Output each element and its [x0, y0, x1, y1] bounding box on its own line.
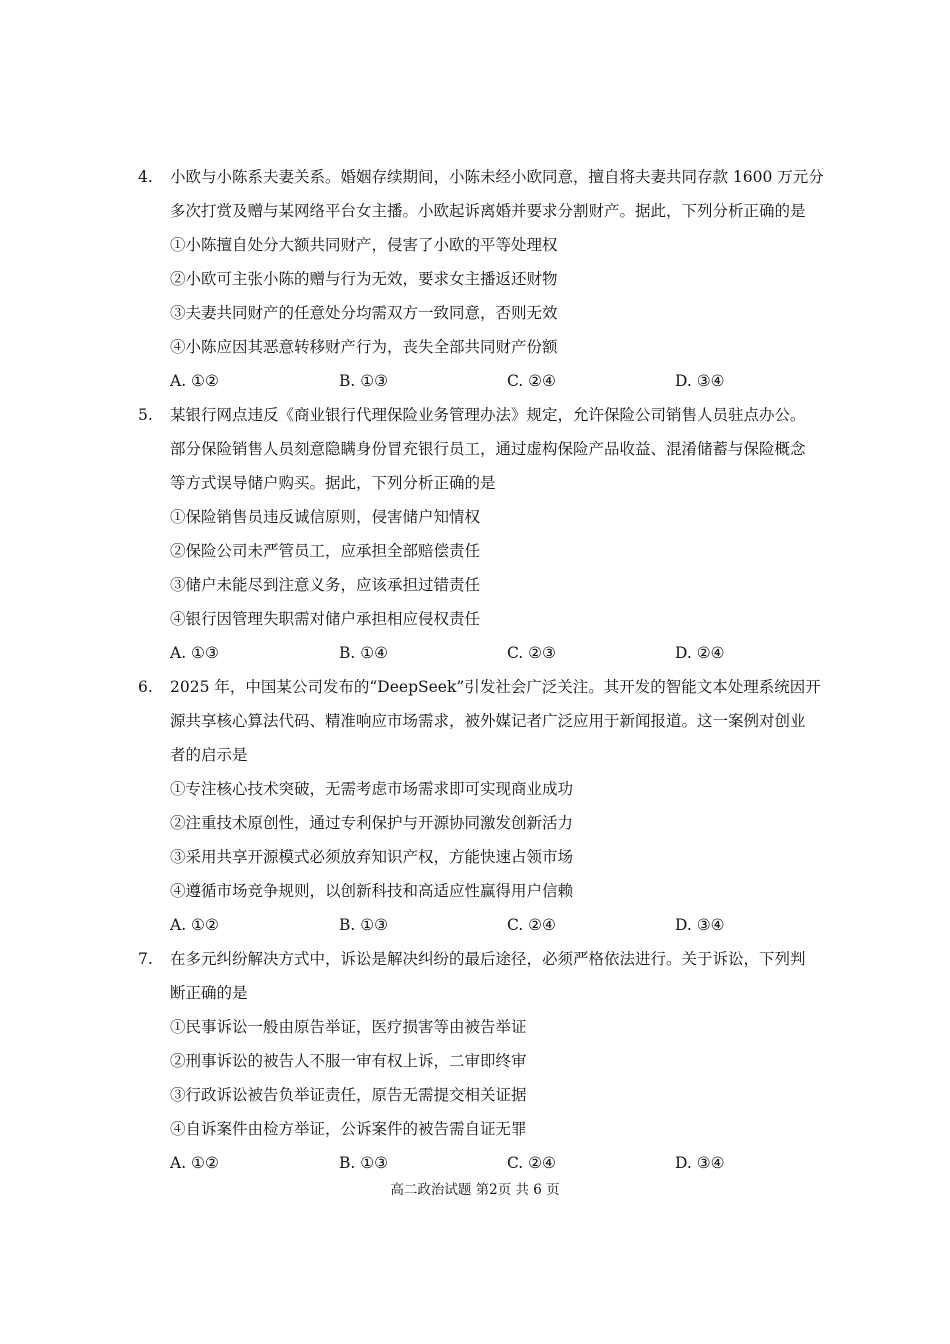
question-stem-line: 者的启示是: [170, 746, 248, 764]
option-b: B. ①④: [339, 644, 389, 662]
statement: ②小欧可主张小陈的赠与行为无效，要求女主播返还财物: [170, 270, 558, 288]
option-b: B. ①③: [339, 916, 389, 934]
option-a: A. ①③: [170, 644, 219, 662]
statement: ④小陈应因其恶意转移财产行为，丧失全部共同财产份额: [170, 338, 558, 356]
question-stem-line: 多次打赏及赠与某网络平台女主播。小欧起诉离婚并要求分割财产。据此，下列分析正确的是: [170, 202, 806, 220]
statement: ①专注核心技术突破，无需考虑市场需求即可实现商业成功: [170, 780, 574, 798]
question-number: 4.: [138, 168, 153, 186]
question-stem-line: 小欧与小陈系夫妻关系。婚姻存续期间，小陈未经小欧同意，擅自将夫妻共同存款 1600 万元分: [170, 168, 824, 186]
question-stem-line: 等方式误导储户购买。据此，下列分析正确的是: [170, 474, 496, 492]
option-c: C. ②④: [507, 916, 556, 934]
statement: ④遵循市场竞争规则，以创新科技和高适应性赢得用户信赖: [170, 882, 574, 900]
question-stem-line: 源共享核心算法代码、精准响应市场需求，被外媒记者广泛应用于新闻报道。这一案例对创业: [170, 712, 806, 730]
statement: ②注重技术原创性，通过专利保护与开源协同激发创新活力: [170, 814, 574, 832]
question-number: 5.: [138, 406, 153, 424]
option-d: D. ③④: [675, 916, 725, 934]
option-c: C. ②③: [507, 644, 556, 662]
statement: ③储户未能尽到注意义务，应该承担过错责任: [170, 576, 481, 594]
option-a: A. ①②: [170, 372, 219, 390]
statement: ①民事诉讼一般由原告举证，医疗损害等由被告举证: [170, 1018, 527, 1036]
option-c: C. ②④: [507, 372, 556, 390]
option-b: B. ①③: [339, 372, 389, 390]
question-stem-line: 断正确的是: [170, 984, 248, 1002]
statement: ②刑事诉讼的被告人不服一审有权上诉，二审即终审: [170, 1052, 527, 1070]
statement: ④自诉案件由检方举证，公诉案件的被告需自证无罪: [170, 1120, 527, 1138]
option-c: C. ②④: [507, 1154, 556, 1172]
statement: ③夫妻共同财产的任意处分均需双方一致同意，否则无效: [170, 304, 558, 322]
option-d: D. ③④: [675, 1154, 725, 1172]
question-stem-line: 某银行网点违反《商业银行代理保险业务管理办法》规定，允许保险公司销售人员驻点办公。: [170, 406, 806, 424]
option-a: A. ①②: [170, 916, 219, 934]
question-stem-line: 2025 年，中国某公司发布的“DeepSeek”引发社会广泛关注。其开发的智能文本处理系统因开: [170, 678, 821, 696]
statement: ③行政诉讼被告负举证责任，原告无需提交相关证据: [170, 1086, 527, 1104]
statement: ②保险公司未严管员工，应承担全部赔偿责任: [170, 542, 481, 560]
page-footer: 高二政治试题 第2页 共 6 页: [390, 1182, 560, 1198]
question-number: 6.: [138, 678, 153, 696]
statement: ③采用共享开源模式必须放弃知识产权，方能快速占领市场: [170, 848, 574, 866]
question-number: 7.: [138, 950, 153, 968]
statement: ④银行因管理失职需对储户承担相应侵权责任: [170, 610, 481, 628]
option-a: A. ①②: [170, 1154, 219, 1172]
option-b: B. ①③: [339, 1154, 389, 1172]
statement: ①小陈擅自处分大额共同财产，侵害了小欧的平等处理权: [170, 236, 558, 254]
option-d: D. ③④: [675, 372, 725, 390]
statement: ①保险销售员违反诚信原则，侵害储户知情权: [170, 508, 481, 526]
question-stem-line: 在多元纠纷解决方式中，诉讼是解决纠纷的最后途径，必须严格依法进行。关于诉讼，下列判: [170, 950, 806, 968]
question-stem-line: 部分保险销售人员刻意隐瞒身份冒充银行员工，通过虚构保险产品收益、混淆储蓄与保险概念: [170, 440, 806, 458]
option-d: D. ②④: [675, 644, 725, 662]
